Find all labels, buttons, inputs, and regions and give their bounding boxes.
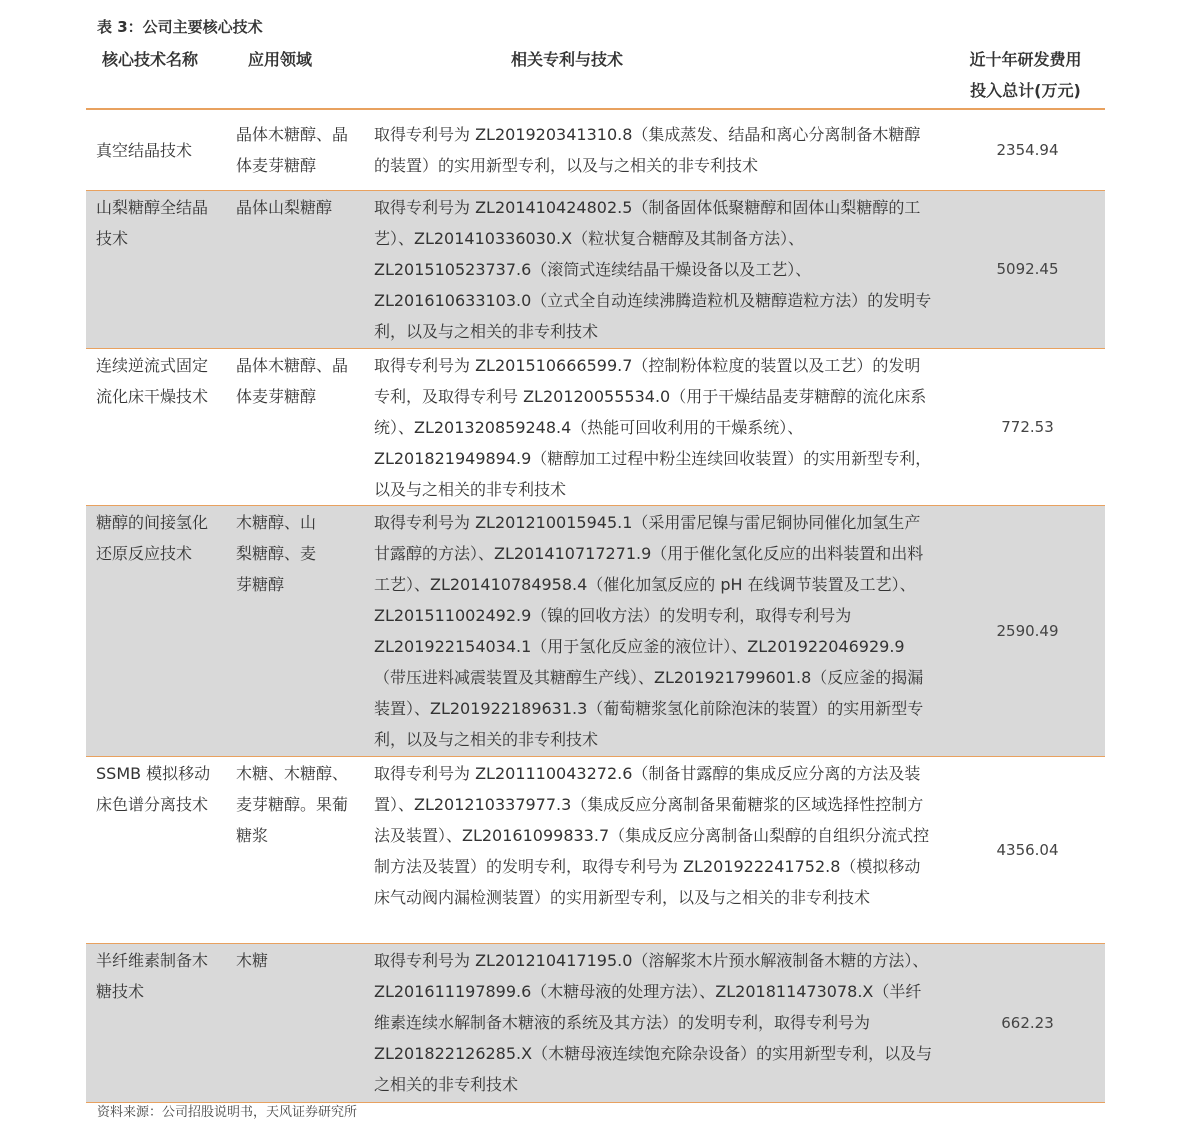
cell-rd-cost: 2354.94 [946,109,1105,190]
header-rd-cost-line2: 投入总计(万元) [970,81,1081,100]
table-header-row [86,42,1105,109]
core-technology-table [86,42,1105,1103]
cell-tech-name [86,943,226,1102]
tech-name-text: 山梨糖醇全结晶技术 [96,197,209,248]
cell-patents: 取得专利号为 ZL201110043272.6（制备甘露醇的集成反应分离的方法及装置）、ZL201210337977.3（集成反应分离制备果葡糖浆的区域选择性控制方法及装置）、ZL20161099833.7（集成反应分离制备山梨醇的自组织分流式控制方法及装置）的发明专利，取得专利号为 ZL201922241752.8（模拟移动床气动阀内漏检测装置）的实用新型专利，以及与之相关的非专利技术 [364,756,946,943]
tech-name-text: 真空结晶技术 [96,140,193,160]
cell-tech-name [86,190,226,348]
table-row [86,505,1105,756]
header-tech-name: 核心技术名称 [86,42,226,109]
cell-tech-name [86,756,226,943]
cell-rd-cost: 2590.49 [946,505,1105,756]
cell-rd-cost: 772.53 [946,348,1105,505]
field-text: 晶体山梨糖醇 [236,197,333,217]
cell-tech-name [86,109,226,190]
table-row [86,756,1105,943]
cell-patents: 取得专利号为 ZL201210015945.1（采用雷尼镍与雷尼铜协同催化加氢生产甘露醇的方法）、ZL201410717271.9（用于催化氢化反应的出料装置和出料工艺）、ZL201410784958.4（催化加氢反应的 pH 在线调节装置及工艺）、ZL201511002492.9（镍的回收方法）的发明专利，取得专利号为ZL201922154034.1（用于氢化反应釜的液位计）、ZL201922046929.9（带压进料减震装置及其糖醇生产线）、ZL201921799601.8（反应釜的揭漏装置）、ZL201922189631.3（葡萄糖浆氢化前除泡沫的装置）的实用新型专利，以及与之相关的非专利技术 [364,505,946,756]
cell-field [226,190,364,348]
source-note: 资料来源：公司招股说明书，天风证券研究所 [97,1105,358,1120]
table-caption: 表 3：公司主要核心技术 [97,18,263,36]
cell-rd-cost: 5092.45 [946,190,1105,348]
table-row [86,943,1105,1102]
field-text: 木糖 [236,950,269,970]
header-rd-cost-line1: 近十年研发费用 [969,50,1082,69]
cell-tech-name [86,505,226,756]
cell-field [226,943,364,1102]
cell-tech-name [86,348,226,505]
cell-rd-cost: 4356.04 [946,756,1105,943]
field-text: 晶体木糖醇、晶体麦芽糖醇 [236,355,349,406]
cell-field [226,505,364,756]
field-text: 木糖、木糖醇、麦芽糖醇。果葡糖浆 [236,763,349,845]
header-patents: 相关专利与技术 [364,42,946,109]
cell-patents: 取得专利号为 ZL201920341310.8（集成蒸发、结晶和离心分离制备木糖醇的装置）的实用新型专利，以及与之相关的非专利技术 [364,109,946,190]
cell-patents: 取得专利号为 ZL201410424802.5（制备固体低聚糖醇和固体山梨糖醇的工艺）、ZL201410336030.X（粒状复合糖醇及其制备方法）、ZL201510523737.6（滚筒式连续结晶干燥设备以及工艺）、ZL201610633103.0（立式全自动连续沸腾造粒机及糖醇造粒方法）的发明专利，以及与之相关的非专利技术 [364,190,946,348]
cell-rd-cost: 662.23 [946,943,1105,1102]
table-row [86,348,1105,505]
header-field: 应用领域 [226,42,364,109]
field-text: 木糖醇、山梨糖醇、麦芽糖醇 [236,512,317,594]
tech-name-text: 半纤维素制备木糖技术 [96,950,209,1001]
field-text: 晶体木糖醇、晶体麦芽糖醇 [236,125,349,176]
cell-field [226,109,364,190]
tech-name-text: SSMB 模拟移动床色谱分离技术 [96,763,211,814]
cell-field [226,756,364,943]
tech-name-text: 连续逆流式固定流化床干燥技术 [96,355,209,406]
table-row [86,190,1105,348]
cell-patents: 取得专利号为 ZL201210417195.0（溶解浆木片预水解液制备木糖的方法）、ZL201611197899.6（木糖母液的处理方法）、ZL201811473078.X（半纤维素连续水解制备木糖液的系统及其方法）的发明专利，取得专利号为 ZL201822126285.X（木糖母液连续饱充除杂设备）的实用新型专利，以及与之相关的非专利技术 [364,943,946,1102]
header-rd-cost [946,42,1105,109]
tech-name-text: 糖醇的间接氢化还原反应技术 [96,512,209,563]
table-row [86,109,1105,190]
cell-field [226,348,364,505]
cell-patents: 取得专利号为 ZL201510666599.7（控制粉体粒度的装置以及工艺）的发明专利，及取得专利号 ZL20120055534.0（用于干燥结晶麦芽糖醇的流化床系统）、ZL201320859248.4（热能可回收利用的干燥系统）、ZL201821949894.9（糖醇加工过程中粉尘连续回收装置）的实用新型专利，以及与之相关的非专利技术 [364,348,946,505]
